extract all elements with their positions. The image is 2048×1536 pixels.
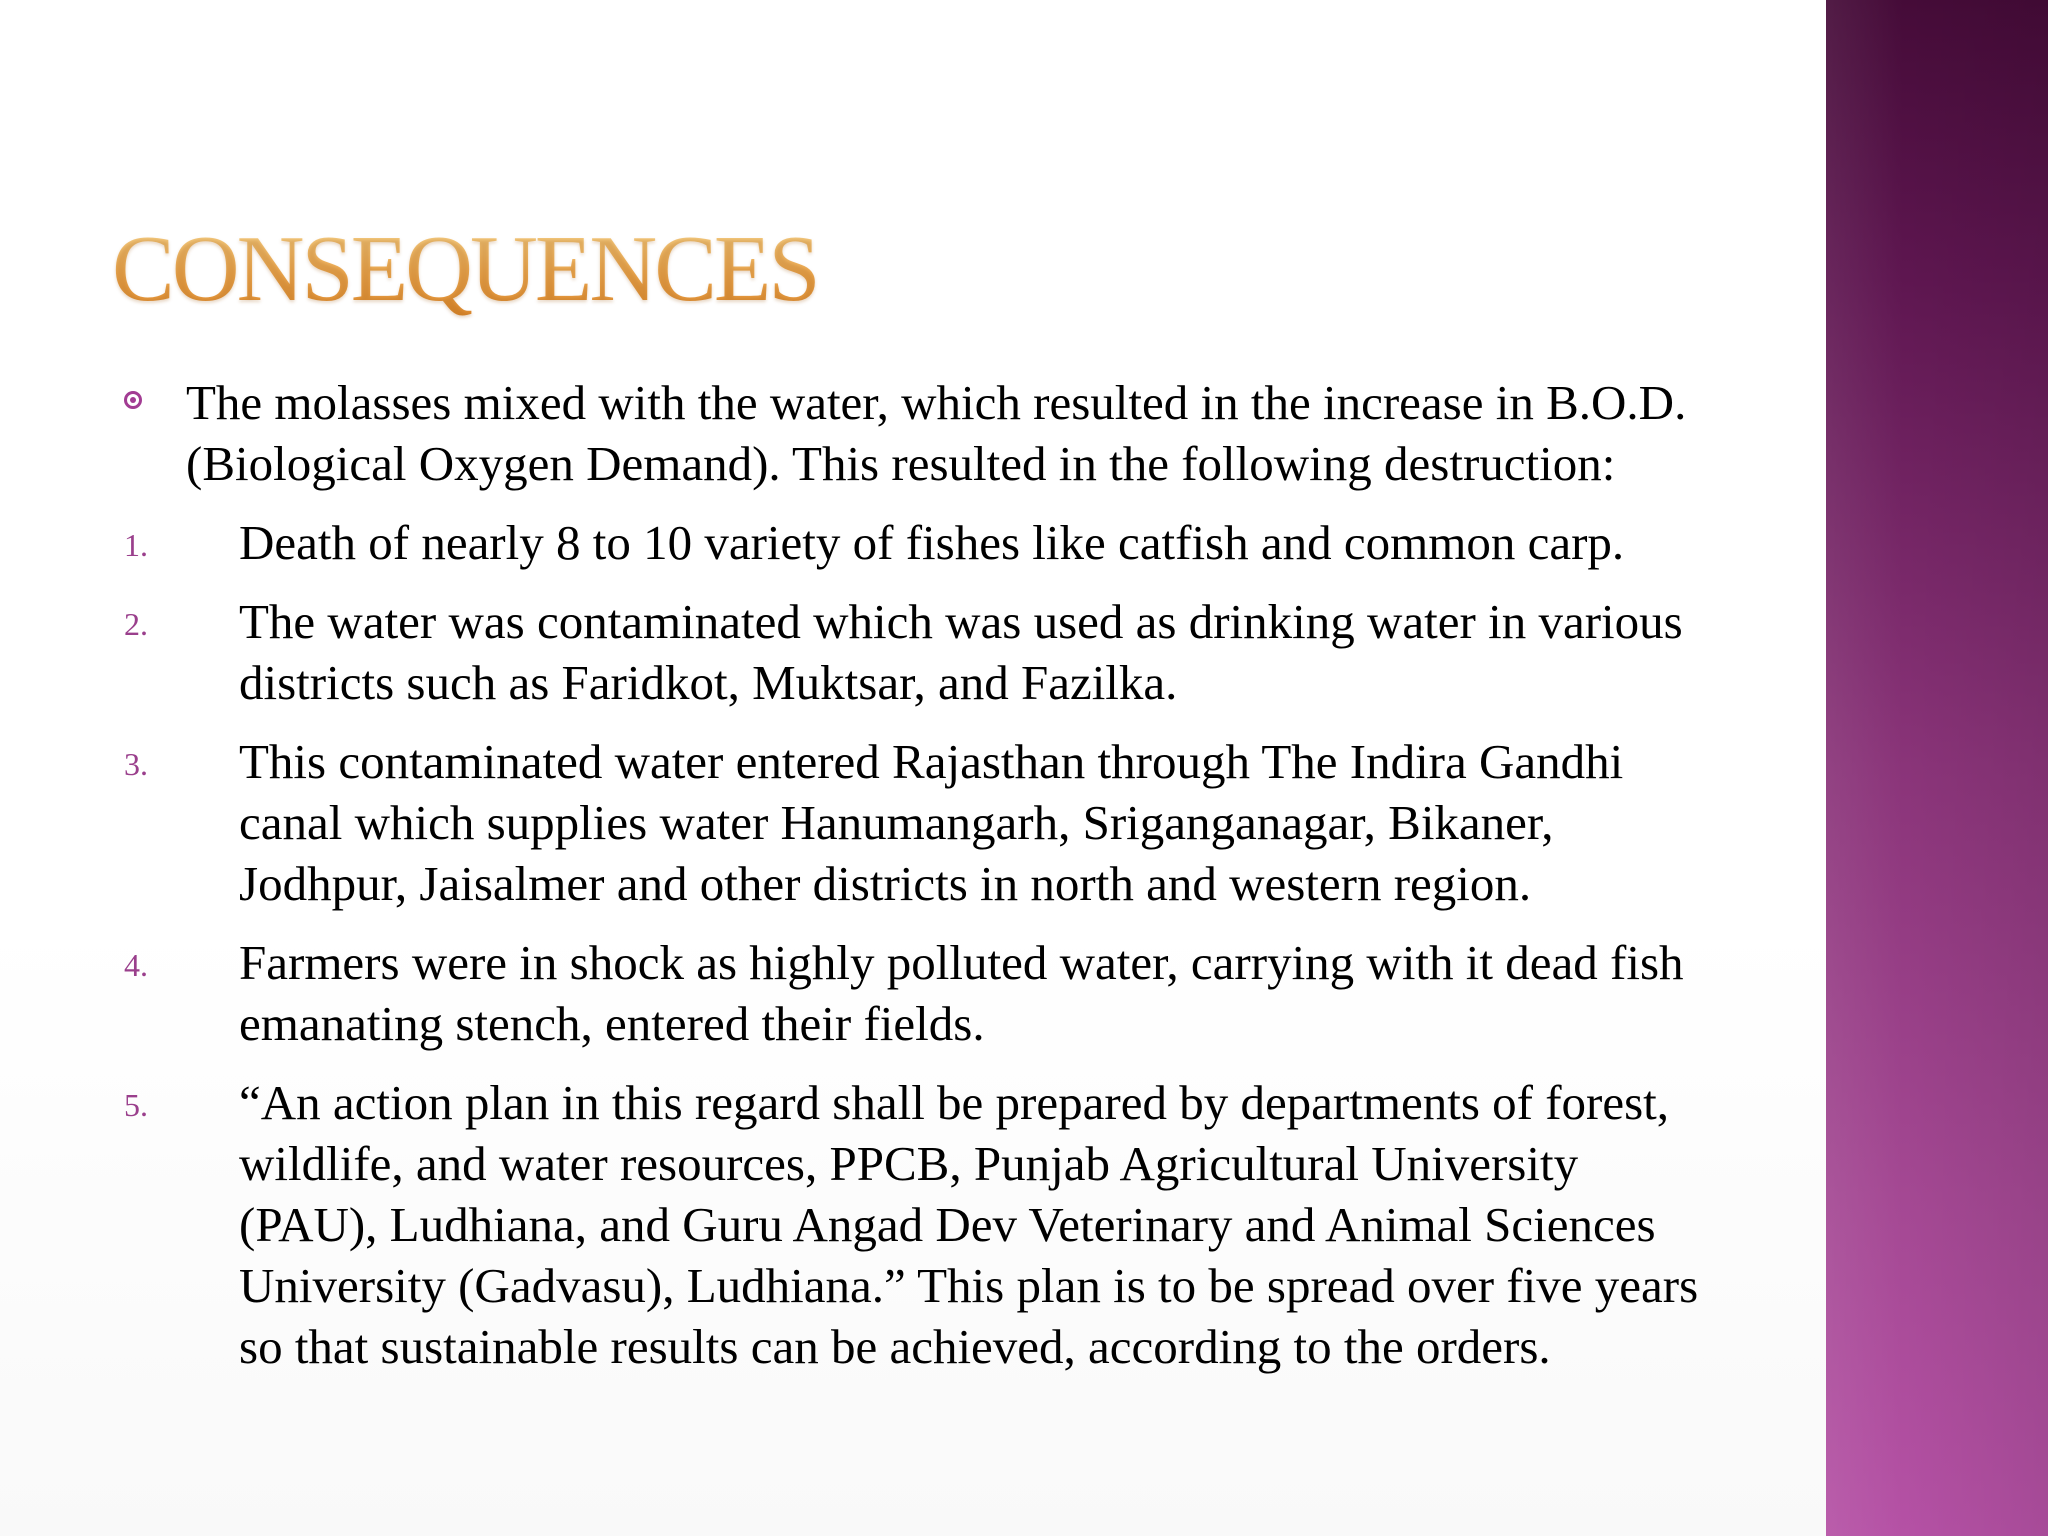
list-number: 3. [124,746,148,782]
intro-bullet [112,372,1712,494]
circle-bullet-icon [124,391,142,409]
list-item [112,512,1712,573]
list-number: 2. [124,606,148,642]
list-number: 5. [124,1087,148,1123]
list-item-text: Death of nearly 8 to 10 variety of fishes like catfish and common carp. [239,515,1625,570]
list-item-text: Farmers were in shock as highly polluted water, carrying with it dead fish emanating stench, entered their fields. [239,935,1684,1051]
list-number: 1. [124,527,148,563]
decorative-side-bar [1826,0,2048,1536]
list-item [112,932,1712,1054]
list-item [112,1072,1712,1377]
side-bar-sheen [1826,0,2048,1536]
consequence-list [112,512,1712,1377]
slide-content [112,372,1712,1395]
list-number: 4. [124,947,148,983]
list-item-text: The water was contaminated which was used as drinking water in various districts such as Faridkot, Muktsar, and Fazilka. [239,594,1683,710]
list-item-text: This contaminated water entered Rajasthan through The Indira Gandhi canal which supplies water Hanumangarh, Sriganganagar, Bikaner, Jodhpur, Jaisalmer and other districts in north and western region. [239,734,1624,911]
slide-title: CONSEQUENCES [112,217,818,321]
intro-text: The molasses mixed with the water, which resulted in the increase in B.O.D. (Biological Oxygen Demand). This resulted in the following destruction: [186,375,1687,491]
list-item-text: “An action plan in this regard shall be prepared by departments of forest, wildlife, and water resources, PPCB, Punjab Agricultural University (PAU), Ludhiana, and Guru Angad Dev Veterinary and Animal Sciences University (Gadvasu), Ludhiana.” This plan is to be spread over five years so that sustainable results can be achieved, according to the orders. [239,1075,1699,1374]
list-item [112,731,1712,914]
list-item [112,591,1712,713]
